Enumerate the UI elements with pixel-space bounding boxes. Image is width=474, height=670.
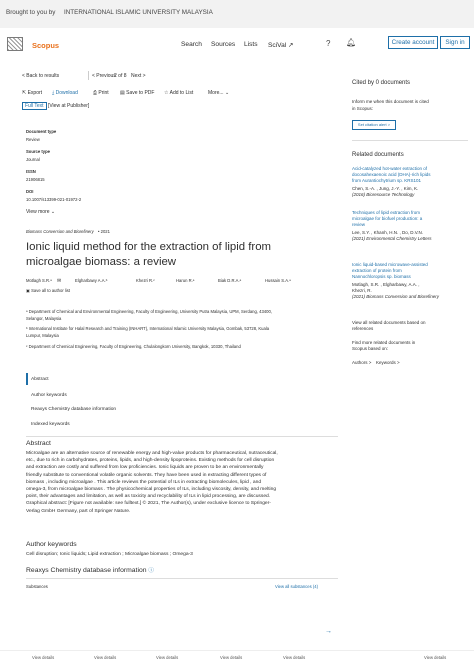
save-pdf-button[interactable] bbox=[120, 90, 154, 96]
author-3[interactable]: Khezri R.ᶜ bbox=[136, 278, 155, 283]
save-all-authors[interactable] bbox=[26, 288, 70, 293]
doc-type-label: Document type bbox=[26, 129, 57, 134]
abstract-line: omega-3, from microalgae biomass . The physicochemical properties of ILs, including viscosity, density, and melting bbox=[26, 487, 277, 493]
reaxys-heading-label: Reaxys Chemistry database information bbox=[26, 567, 147, 574]
related-doc-source: (2021) Environmental Chemistry Letters bbox=[352, 235, 432, 241]
affiliation-b-line-2: Lumpur, Malaysia bbox=[26, 333, 59, 338]
author-keywords-list: Cell disruption; Ionic liquids; Lipid extraction ; Microalgae biomass ; Omega-3 bbox=[26, 552, 193, 557]
mail-icon[interactable]: ✉ bbox=[57, 278, 62, 284]
author-keywords-heading: Author keywords bbox=[26, 541, 77, 548]
related-doc-title-line: microalgae for biofuel production: a bbox=[352, 216, 423, 222]
abstract-line: point, their advantages and limitation, as well as toxicity and recyclability of ILs in lipid processing, are discussed. bbox=[26, 494, 271, 500]
download-button[interactable] bbox=[52, 90, 78, 96]
full-text-link[interactable]: Full Text bbox=[22, 102, 47, 110]
publication-year: • 2021 bbox=[98, 229, 110, 234]
view-all-related-link[interactable] bbox=[352, 320, 425, 332]
affiliation-a-line-2: Selangor, Malaysia bbox=[26, 316, 62, 321]
view-details-link[interactable]: View details bbox=[283, 655, 306, 660]
author-1[interactable]: Motlagh S.R.ᵃ bbox=[26, 278, 52, 283]
view-details-link[interactable]: View details bbox=[32, 655, 55, 660]
related-doc-title-line: Techniques of lipid extraction from bbox=[352, 210, 421, 215]
bell-icon[interactable]: 🔔︎ bbox=[346, 38, 357, 47]
affiliation-b-line-1: ᵇ International Institute for Halal Research and Training (INHART), International Islamic University Malaysia, Gombak, 53728, Kuala bbox=[26, 326, 270, 331]
author-6[interactable]: Hussain S.A.ᵃ bbox=[265, 278, 291, 283]
nav-scival[interactable]: SciVal ↗ bbox=[268, 42, 294, 49]
abstract-line: etc., due to rich in carbohydrates, proteins, lipids, and high-density lipoproteins. Existing methods for cell disruption bbox=[26, 458, 275, 464]
institution-bar bbox=[0, 0, 474, 28]
find-by-keywords-link[interactable]: Keywords > bbox=[376, 360, 400, 365]
abstract-line: Verlag GmbH Germany, part of Springer Nature. bbox=[26, 508, 131, 514]
abstract-body bbox=[26, 450, 342, 515]
cited-by-heading: Cited by 0 documents bbox=[352, 80, 411, 86]
section-nav bbox=[26, 373, 118, 433]
author-2[interactable]: Elgharbawy A.A.ᵇ bbox=[75, 278, 108, 283]
divider bbox=[26, 436, 338, 437]
issn-value: 21906815 bbox=[26, 177, 45, 182]
view-all-related-line: references bbox=[352, 326, 374, 332]
more-menu-button[interactable] bbox=[208, 90, 229, 96]
next-link[interactable]: Next > bbox=[131, 73, 146, 79]
related-doc-title[interactable] bbox=[352, 166, 468, 185]
export-icon: ⇱ bbox=[22, 90, 27, 96]
source-type-label: Source type bbox=[26, 149, 50, 154]
view-more-label: View more bbox=[26, 209, 50, 215]
save-pdf-label: Save to PDF bbox=[126, 90, 155, 96]
tab-author-keywords[interactable]: Author keywords bbox=[31, 393, 67, 398]
related-doc-3 bbox=[352, 262, 468, 300]
source-type-value: Journal bbox=[26, 157, 40, 162]
brought-by-label: Brought to you by bbox=[6, 9, 56, 16]
print-label: Print bbox=[98, 90, 109, 96]
download-icon: ⤓ bbox=[52, 90, 55, 96]
nav-search[interactable]: Search bbox=[181, 41, 202, 48]
view-publisher-link[interactable]: [View at Publisher] bbox=[47, 103, 90, 109]
related-doc-authors: Khezri, R. bbox=[352, 287, 372, 293]
add-list-label: Add to List bbox=[169, 90, 194, 96]
inform-text-line-1: Inform me when this document is cited bbox=[352, 99, 429, 104]
print-button[interactable] bbox=[93, 90, 109, 96]
related-docs-heading: Related documents bbox=[352, 152, 404, 158]
doi-value: 10.1007/s13399-021-01972-2 bbox=[26, 197, 82, 202]
journal-name[interactable]: Biomass Conversion and Biorefinery bbox=[26, 229, 94, 234]
previous-link[interactable]: < Previous bbox=[92, 73, 116, 79]
divider bbox=[0, 650, 474, 651]
more-label: More... bbox=[208, 90, 224, 96]
print-icon: ⎙ bbox=[93, 90, 98, 96]
tab-abstract[interactable]: Abstract bbox=[31, 377, 49, 382]
tab-reaxys[interactable]: Reaxys Chemistry database information bbox=[31, 407, 117, 412]
help-icon[interactable]: ? bbox=[326, 39, 331, 48]
export-button[interactable] bbox=[22, 90, 42, 96]
article-title-line-1: Ionic liquid method for the extraction of lipid from bbox=[26, 241, 272, 253]
related-doc-title[interactable] bbox=[352, 210, 468, 229]
related-doc-title-line: Nannochloropsis sp. biomass bbox=[352, 274, 411, 280]
active-indicator bbox=[26, 373, 28, 385]
view-all-substances-link[interactable]: View all substances (4) bbox=[275, 584, 318, 589]
fulltext-links bbox=[22, 103, 89, 109]
affiliation-a-line-1: ᵃ Department of Chemical and Environmental Engineering, Faculty of Engineering, University Putra Malaysia, UPM, Serdang, 43400, bbox=[26, 309, 272, 314]
site-header bbox=[0, 28, 474, 60]
save-icon: ▣ bbox=[26, 288, 30, 293]
view-details-link[interactable]: View details bbox=[94, 655, 117, 660]
result-position: 2 of 8 bbox=[114, 73, 127, 79]
inform-text-line-2: in Scopus: bbox=[352, 106, 374, 111]
abstract-line: and extraction are costly and suffered from low proficiencies. Ionic liquids are proven to be an environmentally bbox=[26, 465, 264, 471]
view-details-link[interactable]: View details bbox=[424, 655, 447, 660]
affiliation-c: ᶜ Department of Chemical Engineering, Faculty of Engineering, Chulalongkorn University, Bangkok, 10330, Thailand bbox=[26, 344, 241, 349]
scopus-brand[interactable]: Scopus bbox=[32, 41, 60, 50]
save-all-label: Save all to author list bbox=[31, 288, 71, 293]
download-label: Download bbox=[55, 90, 78, 96]
abstract-line: friendly substitute to conventional volatile organic solvents. They have been used in extracting different types of bbox=[26, 472, 267, 478]
elsevier-logo bbox=[7, 37, 23, 51]
arrow-right-icon[interactable]: → bbox=[325, 628, 332, 635]
chevron-down-icon: ⌄ bbox=[50, 209, 56, 215]
related-doc-title-line: from Aurantiochytrium sp. KRS101 bbox=[352, 178, 422, 184]
issn-label: ISSN bbox=[26, 169, 36, 174]
doc-type-value: Review bbox=[26, 137, 40, 142]
nav-lists[interactable]: Lists bbox=[244, 41, 258, 48]
nav-sources[interactable]: Sources bbox=[211, 41, 236, 48]
tab-indexed-keywords[interactable]: Indexed keywords bbox=[31, 422, 70, 427]
bookmark-icon: ☆ bbox=[164, 90, 169, 96]
divider bbox=[88, 71, 89, 80]
view-all-related-line: View all related documents based on bbox=[352, 320, 426, 325]
related-doc-title-line: Ionic liquid-based microwave-assisted bbox=[352, 262, 428, 267]
export-label: Export bbox=[27, 90, 43, 96]
find-more-line: Find more related documents in bbox=[352, 340, 416, 345]
institution-name: INTERNATIONAL ISLAMIC UNIVERSITY MALAYSIA bbox=[64, 9, 213, 16]
related-doc-source: (2021) Biomass Conversion and Biorefinery bbox=[352, 294, 440, 300]
article-title-line-2: microalgae biomass: a review bbox=[26, 256, 177, 268]
author-4[interactable]: Harun R.ᵃ bbox=[176, 278, 195, 283]
abstract-line: Graphical abstract: [Figure not available: see fulltext.] © 2021, The Author(s), under exclusive licence to Springer- bbox=[26, 501, 271, 507]
divider bbox=[352, 140, 468, 141]
substances-label: Substances bbox=[26, 584, 48, 589]
doi-label: DOI bbox=[26, 189, 34, 194]
view-details-link[interactable]: View details bbox=[220, 655, 243, 660]
related-doc-title-line: docosahexaenoic acid (DHA)-rich lipids bbox=[352, 172, 431, 178]
view-publisher-label: View at Publisher bbox=[49, 103, 88, 109]
related-doc-authors: Motlagh, S.R. , Elgharbawy, A.A. , bbox=[352, 281, 420, 287]
divider bbox=[26, 578, 338, 579]
pdf-icon: ▤ bbox=[120, 90, 125, 96]
related-doc-authors: Chen, S.-A. , Jung, J.-Y. , Kim, K. bbox=[352, 185, 419, 191]
view-details-link[interactable]: View details bbox=[156, 655, 179, 660]
create-account-button[interactable]: Create account bbox=[388, 36, 438, 49]
related-doc-title-line: review bbox=[352, 222, 366, 228]
sign-in-button[interactable]: Sign in bbox=[440, 36, 470, 49]
info-icon[interactable]: ⓘ bbox=[148, 568, 154, 574]
reaxys-heading bbox=[26, 566, 154, 574]
related-doc-authors: Lee, S.Y. , Khanh, H.N. , Do, D.V.N. bbox=[352, 229, 424, 235]
set-citation-alert-button[interactable]: Set citation alert > bbox=[352, 120, 396, 130]
find-more-line: Scopus based on: bbox=[352, 346, 389, 352]
related-doc-source: (2016) Bioresource Technology bbox=[352, 191, 415, 197]
abstract-heading: Abstract bbox=[26, 440, 51, 447]
related-doc-title-line: Acid-catalyzed hot-water extraction of bbox=[352, 166, 428, 171]
related-doc-title[interactable] bbox=[352, 262, 468, 281]
related-doc-title-line: extraction of protein from bbox=[352, 268, 402, 274]
related-doc-1 bbox=[352, 166, 468, 198]
add-to-list-button[interactable] bbox=[164, 90, 193, 96]
chevron-down-icon: ⌄ bbox=[224, 90, 230, 96]
view-more-link[interactable] bbox=[26, 209, 55, 215]
abstract-line: Microalgae are an alternative source of renewable energy and high-value products for pharmaceutical, nutraceutical, bbox=[26, 451, 278, 456]
back-to-results-link[interactable]: < Back to results bbox=[22, 73, 60, 79]
related-doc-2 bbox=[352, 210, 468, 242]
find-more-text bbox=[352, 340, 415, 352]
author-5[interactable]: Biak D.R.A.ᵃ bbox=[218, 278, 242, 283]
find-by-authors-link[interactable]: Authors > bbox=[352, 360, 372, 365]
abstract-line: biomass , including microalgae . This article reviews the potential of ILs in extracting biomolecules, lipid , and bbox=[26, 479, 262, 485]
